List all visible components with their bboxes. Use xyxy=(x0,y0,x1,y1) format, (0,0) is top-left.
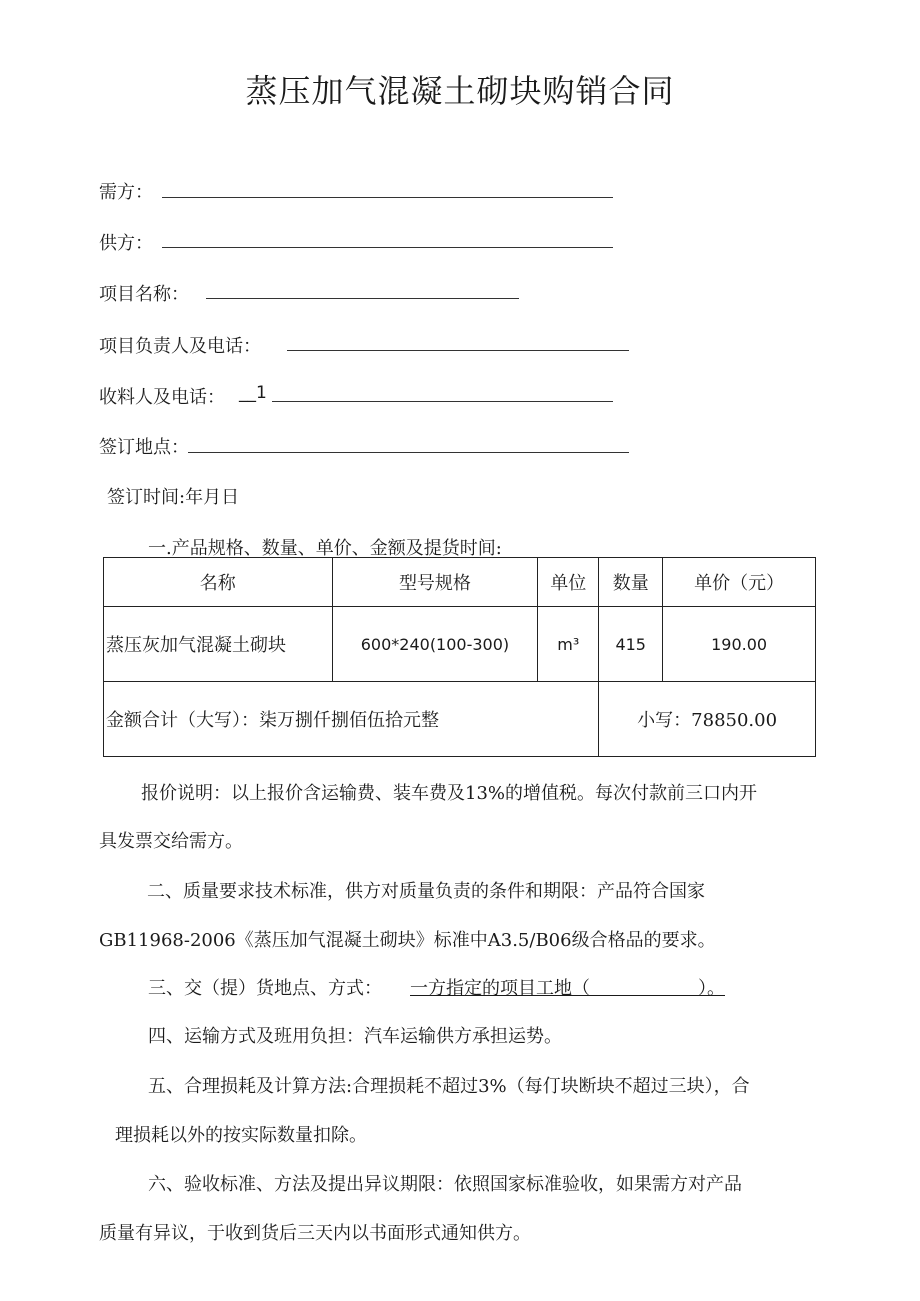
cell-spec: 600*240(100-300) xyxy=(332,607,538,682)
cell-qty: 415 xyxy=(599,607,663,682)
sign-time: 签订时间:年月日 xyxy=(107,487,240,508)
receiver-value: __1 xyxy=(239,383,267,403)
receiver-label: 收料人及电话： xyxy=(99,387,225,408)
project-manager-label: 项目负责人及电话： xyxy=(99,336,261,357)
header-unit: 单位 xyxy=(538,558,599,607)
project-name-line xyxy=(206,298,519,299)
section1-heading: 一.产品规格、数量、单价、金额及提货时间: xyxy=(148,538,502,559)
header-spec: 型号规格 xyxy=(332,558,538,607)
receiver-line xyxy=(272,401,613,402)
section3-value: 一方指定的项目工地（ ）。 xyxy=(410,978,725,999)
header-price: 单价（元） xyxy=(663,558,816,607)
total-in-figures: 小写：78850.00 xyxy=(599,682,816,757)
buyer-label: 需方： xyxy=(99,182,153,203)
header-qty: 数量 xyxy=(599,558,663,607)
cell-product-name: 蒸压灰加气混凝土砌块 xyxy=(104,607,333,682)
table-row xyxy=(104,607,816,682)
cell-unit: m³ xyxy=(538,607,599,682)
section6-line1: 六、验收标准、方法及提出异议期限：依照国家标准验收，如果需方对产品 xyxy=(148,1174,742,1195)
quote-note-line2: 具发票交给需方。 xyxy=(99,831,243,852)
goods-table xyxy=(103,557,816,757)
section6-line2: 质量有异议，于收到货后三天内以书面形式通知供方。 xyxy=(99,1223,531,1244)
buyer-line xyxy=(162,197,613,198)
project-manager-line xyxy=(287,350,629,351)
document-title: 蒸压加气混凝土砌块购销合同 xyxy=(245,72,675,110)
header-name: 名称 xyxy=(104,558,333,607)
quote-note-line1: 报价说明：以上报价含运输费、装车费及13%的增值税。每次付款前三口内开 xyxy=(141,783,758,804)
section5-line2: 理损耗以外的按实际数量扣除。 xyxy=(115,1125,367,1146)
table-header-row xyxy=(104,558,816,607)
supplier-label: 供方： xyxy=(99,233,153,254)
section4: 四、运输方式及班用负担：汽车运输供方承担运势。 xyxy=(148,1026,562,1047)
section3-label: 三、交（提）货地点、方式： xyxy=(148,978,382,999)
sign-place-line xyxy=(188,452,629,453)
total-in-words: 金额合计（大写）：柒万捌仟捌佰伍拾元整 xyxy=(104,682,599,757)
table-total-row xyxy=(104,682,816,757)
project-name-label: 项目名称： xyxy=(99,284,189,305)
supplier-line xyxy=(162,247,613,248)
section2-line2: GB11968-2006《蒸压加气混凝土砌块》标准中A3.5/B06级合格品的要求。 xyxy=(99,930,716,951)
section2-line1: 二、质量要求技术标准，供方对质量负责的条件和期限：产品符合国家 xyxy=(147,881,705,902)
cell-price: 190.00 xyxy=(663,607,816,682)
section5-line1: 五、合理损耗及计算方法:合理损耗不超过3%（每仃块断块不超过三块），合 xyxy=(148,1076,750,1097)
sign-place-label: 签订地点： xyxy=(99,437,189,458)
